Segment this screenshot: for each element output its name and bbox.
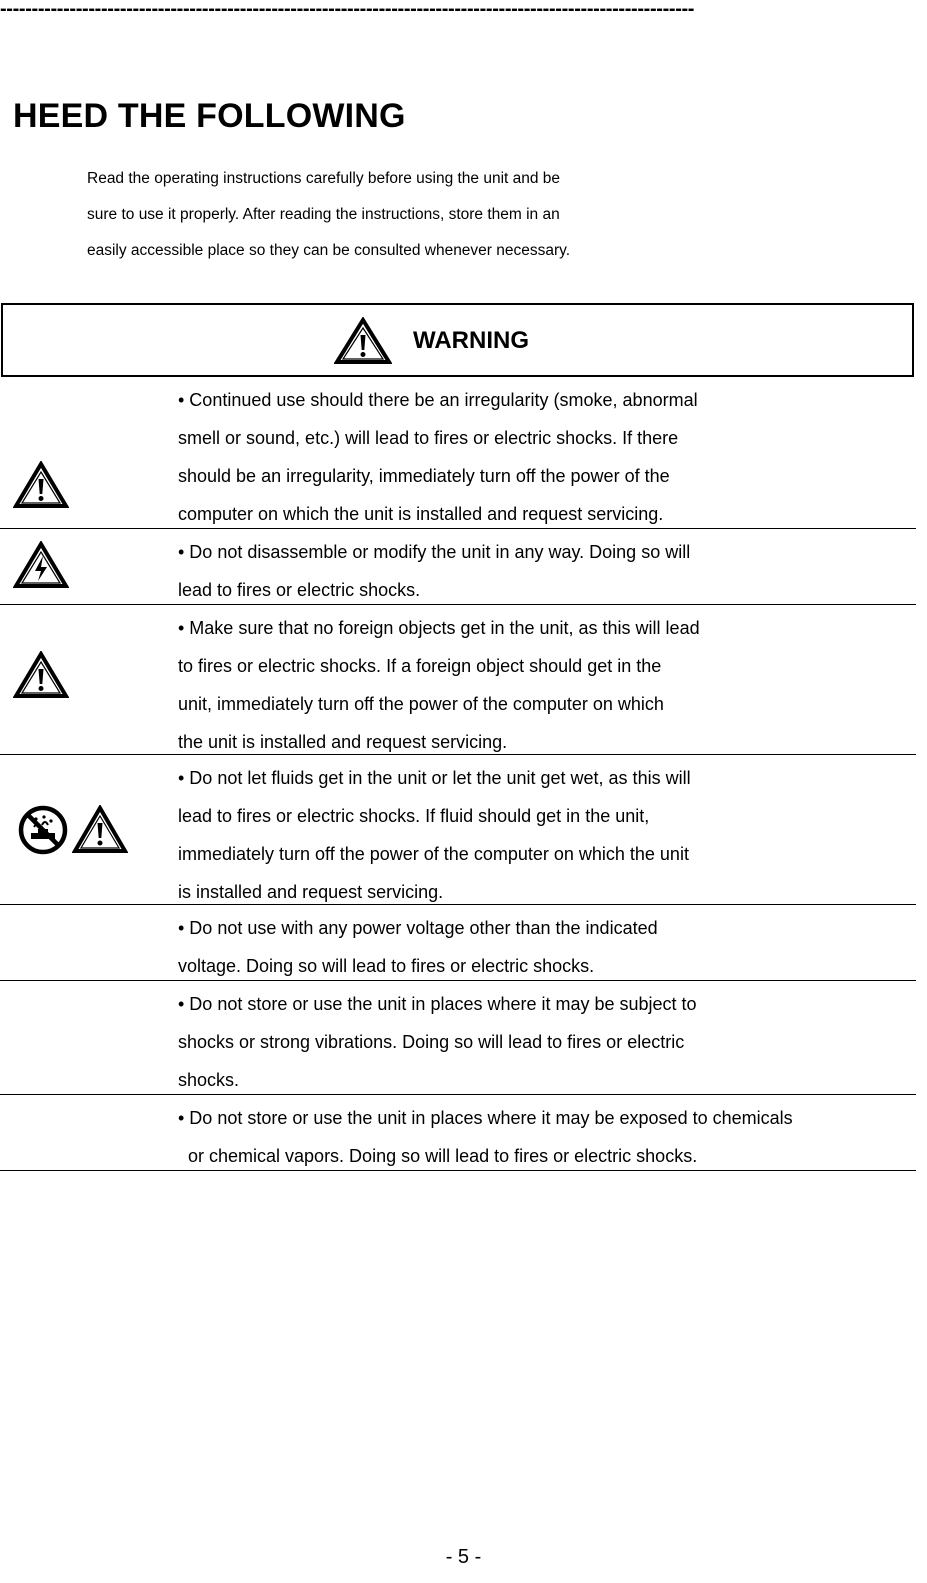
warning-text — [178, 381, 898, 533]
intro-line: easily accessible place so they can be consulted whenever necessary. — [87, 242, 571, 259]
warning-line: smell or sound, etc.) will lead to fires or electric shocks. If there — [178, 428, 679, 448]
warning-line: the unit is installed and request servicing. — [178, 732, 508, 752]
warning-item-voltage — [0, 905, 916, 981]
warning-line: lead to fires or electric shocks. — [178, 580, 421, 600]
warning-line: should be an irregularity, immediately turn off the power of the — [178, 466, 670, 486]
warning-text — [178, 759, 898, 911]
warning-item-vibrations — [0, 981, 916, 1095]
page-number: - 5 - — [445, 1546, 482, 1568]
warning-line: • Continued use should there be an irregularity (smoke, abnormal — [178, 390, 698, 410]
warning-line: • Do not store or use the unit in places where it may be exposed to chemicals — [178, 1108, 793, 1128]
warning-triangle-icon — [72, 805, 128, 860]
intro-paragraph — [87, 161, 727, 269]
warning-item-disassemble — [0, 529, 916, 605]
warning-item-irregularity — [0, 377, 916, 529]
warning-text — [178, 609, 898, 761]
warning-item-fluids — [0, 755, 916, 905]
electric-shock-warning-icon — [13, 541, 69, 594]
warning-line: to fires or electric shocks. If a foreign object should get in the — [178, 656, 662, 676]
no-liquids-icon — [18, 805, 68, 860]
warning-item-chemicals — [0, 1095, 916, 1171]
warning-item-foreign-objects — [0, 605, 916, 755]
warning-header — [1, 303, 914, 377]
warning-line: shocks. — [178, 1070, 240, 1090]
warning-text — [178, 533, 898, 609]
warning-line: • Do not let fluids get in the unit or let the unit get wet, as this will — [178, 768, 691, 788]
warning-text — [178, 1099, 898, 1175]
warning-triangle-icon — [13, 651, 69, 704]
top-separator: -------------------------------------------------------------------------------------------------------------- — [0, 0, 695, 20]
warning-label: WARNING — [413, 327, 529, 354]
warning-line: • Make sure that no foreign objects get in the unit, as this will lead — [178, 618, 700, 638]
warning-triangle-icon — [334, 317, 392, 370]
warning-triangle-icon — [13, 461, 69, 514]
warning-line: • Do not disassemble or modify the unit in any way. Doing so will — [178, 542, 691, 562]
warning-line: unit, immediately turn off the power of the computer on which — [178, 694, 664, 714]
warning-line: voltage. Doing so will lead to fires or electric shocks. — [178, 956, 595, 976]
warning-text — [178, 985, 898, 1099]
warning-line: shocks or strong vibrations. Doing so will lead to fires or electric — [178, 1032, 685, 1052]
page-title: HEED THE FOLLOWING — [13, 97, 406, 135]
warning-line: immediately turn off the power of the computer on which the unit — [178, 844, 689, 864]
intro-line: sure to use it properly. After reading the instructions, store them in an — [87, 206, 560, 223]
warning-line: computer on which the unit is installed and request servicing. — [178, 504, 664, 524]
warning-line: or chemical vapors. Doing so will lead to fires or electric shocks. — [178, 1146, 698, 1166]
warning-line: • Do not store or use the unit in places where it may be subject to — [178, 994, 697, 1014]
warning-text — [178, 909, 898, 985]
warning-line: is installed and request servicing. — [178, 882, 444, 902]
warning-line: lead to fires or electric shocks. If fluid should get in the unit, — [178, 806, 650, 826]
intro-line: Read the operating instructions carefully before using the unit and be — [87, 170, 561, 187]
warning-line: • Do not use with any power voltage other than the indicated — [178, 918, 658, 938]
